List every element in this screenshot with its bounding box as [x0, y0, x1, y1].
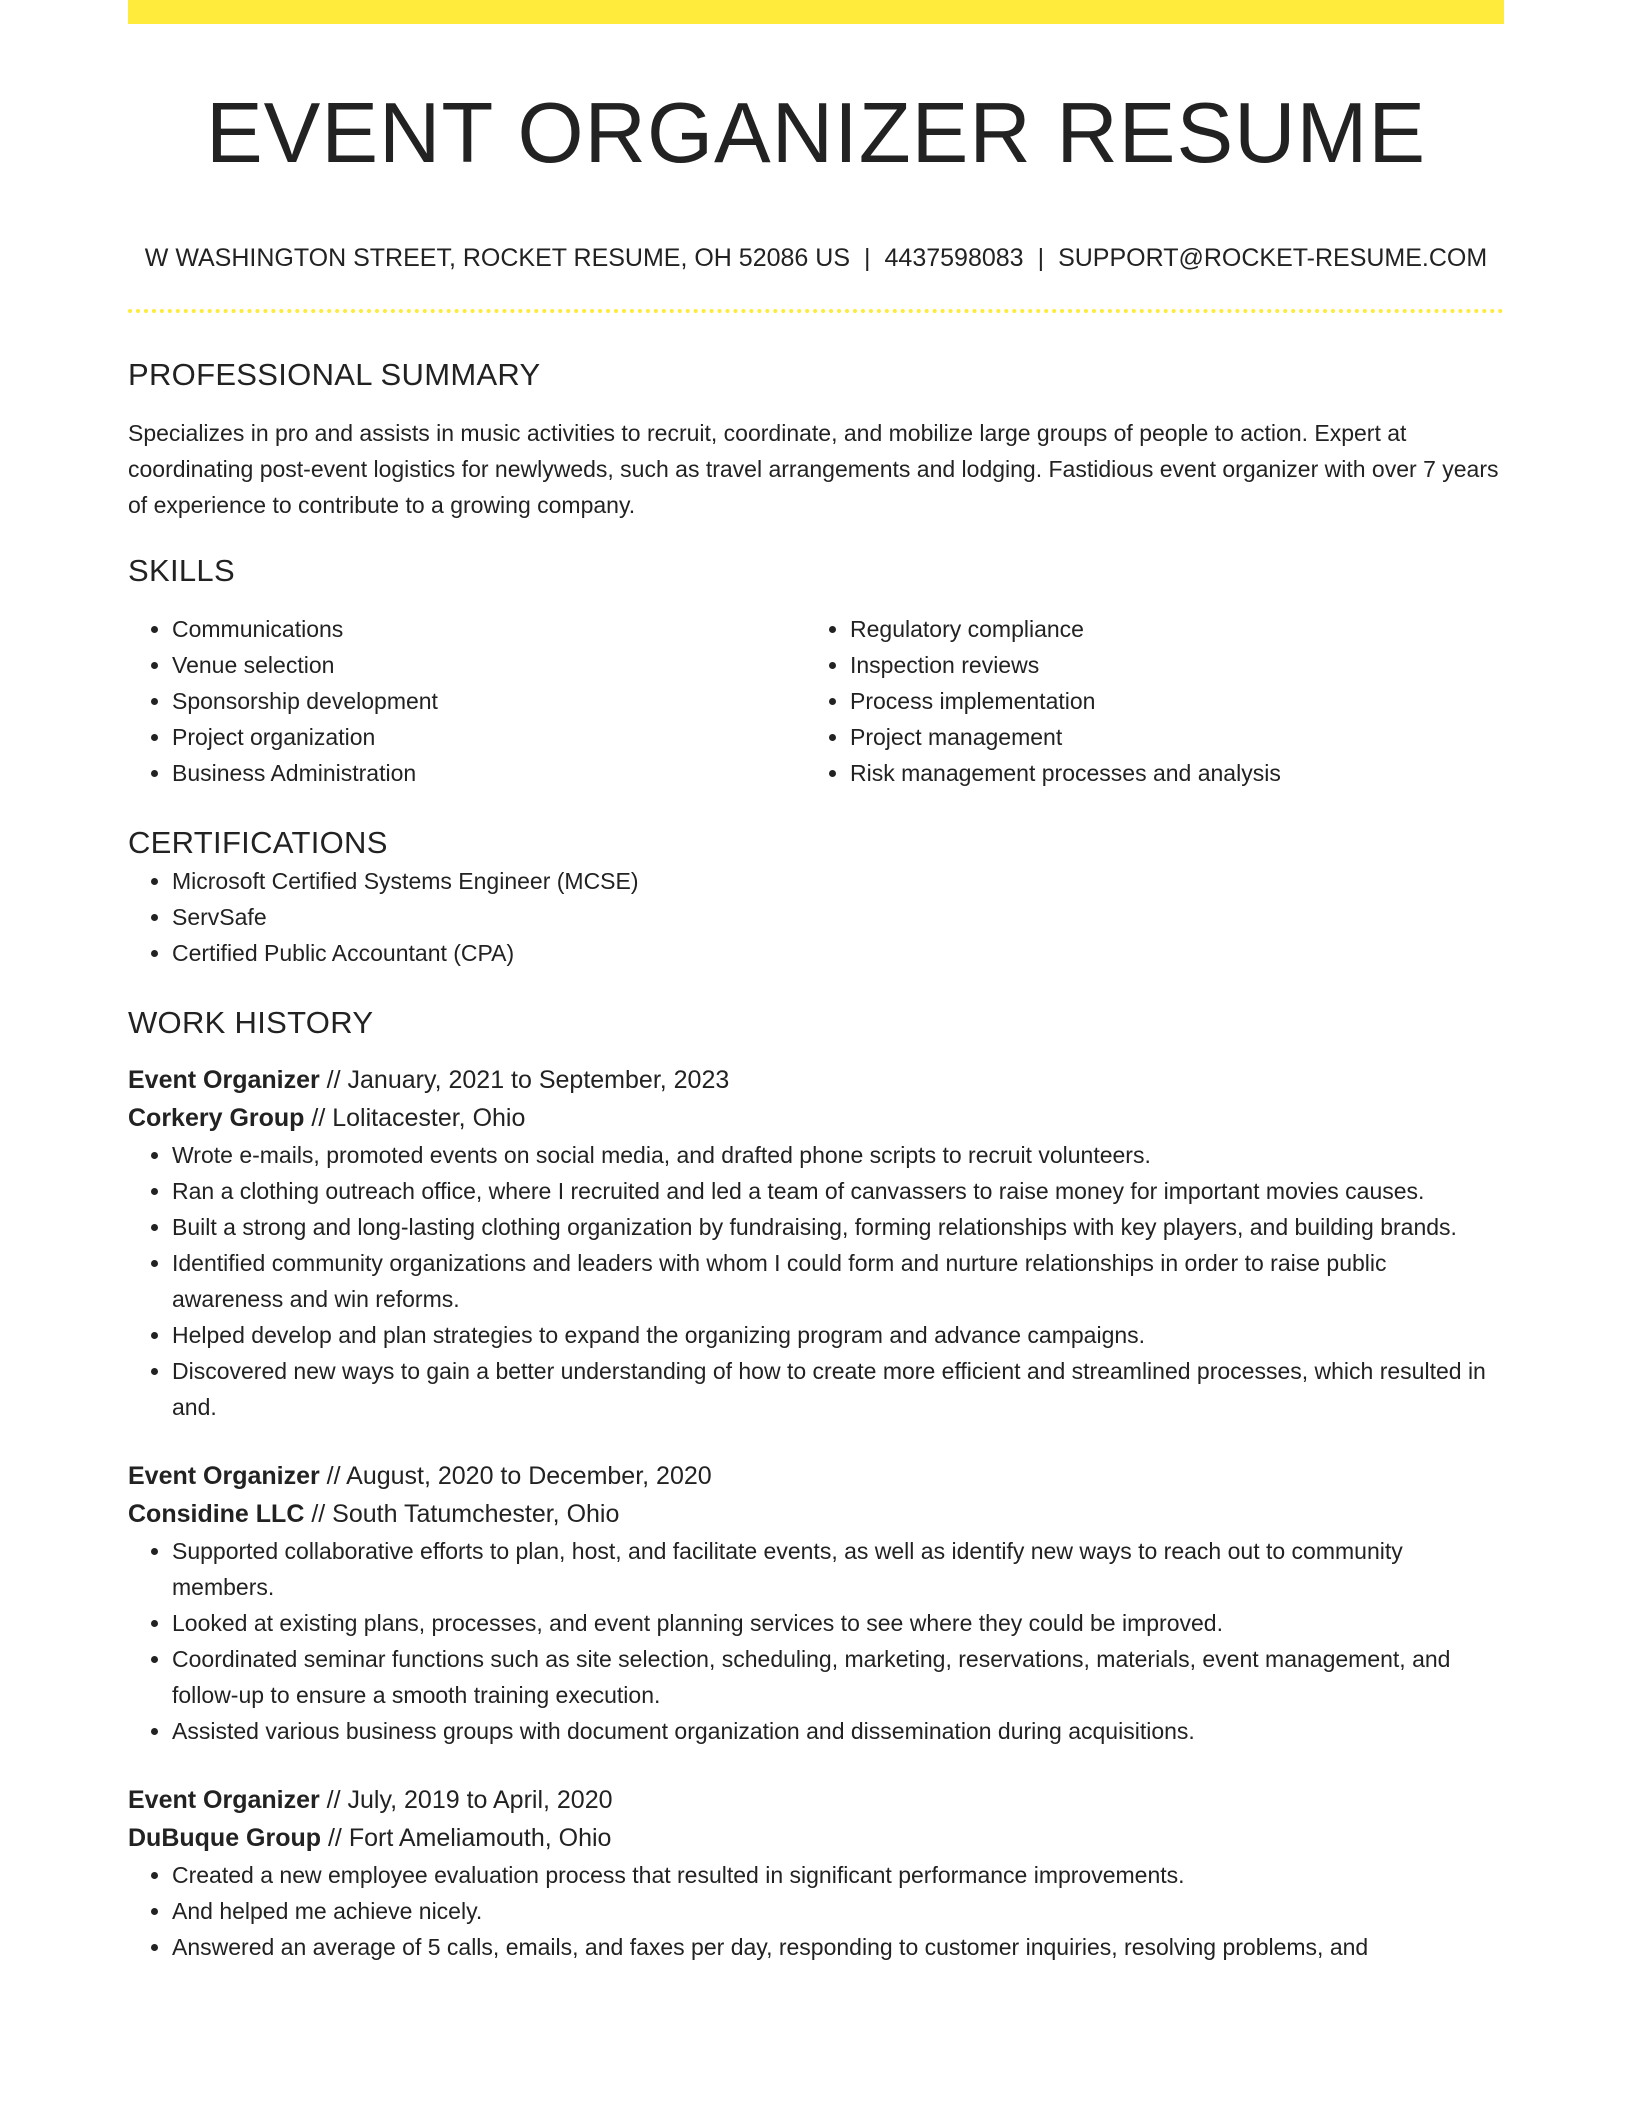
contact-address: W WASHINGTON STREET, ROCKET RESUME, OH 52086 US	[144, 243, 851, 272]
job-entry	[128, 1781, 1504, 1965]
job-title-line	[128, 1061, 1504, 1099]
job-title: Event Organizer	[128, 1065, 320, 1094]
job-location: // Lolitacester, Ohio	[304, 1103, 526, 1132]
skill-item: • Risk management processes and analysis	[850, 755, 1484, 791]
contact-separator: |	[1037, 243, 1045, 272]
skill-item: • Project organization	[172, 719, 806, 755]
summary-heading: PROFESSIONAL SUMMARY	[128, 356, 541, 392]
certifications-list	[128, 863, 1504, 971]
resume-title: EVENT ORGANIZER RESUME	[205, 86, 1427, 181]
job-entry	[128, 1061, 1504, 1425]
certification-item: • Certified Public Accountant (CPA)	[172, 935, 1504, 971]
skill-item: • Regulatory compliance	[850, 611, 1484, 647]
summary-text: Specializes in pro and assists in music activities to recruit, coordinate, and mobilize large groups of people to action. Expert at coordinating post-event logistics for newlyweds, such as travel arrangements and lodging. Fastidious event organizer with over 7 years of experience to contribute to a growing company.	[128, 419, 1499, 518]
job-dates: // January, 2021 to September, 2023	[319, 1065, 730, 1094]
job-company: Considine LLC	[128, 1499, 305, 1528]
work-history-heading: WORK HISTORY	[128, 1004, 374, 1040]
job-company-line	[128, 1819, 1504, 1857]
skill-item: • Business Administration	[172, 755, 806, 791]
job-bullet: • Built a strong and long-lasting clothing organization by fundraising, forming relationships with key players, and building brands.	[172, 1209, 1504, 1245]
skill-item: • Process implementation	[850, 683, 1484, 719]
certification-item: • Microsoft Certified Systems Engineer (MCSE)	[172, 863, 1504, 899]
job-title-line	[128, 1781, 1504, 1819]
skills-heading: SKILLS	[128, 552, 235, 588]
job-dates: // August, 2020 to December, 2020	[319, 1461, 712, 1490]
skills-list-left	[128, 611, 806, 791]
certifications-heading: CERTIFICATIONS	[128, 824, 388, 860]
job-bullets	[128, 1857, 1504, 1965]
job-bullet: • Wrote e-mails, promoted events on social media, and drafted phone scripts to recruit volunteers.	[172, 1137, 1504, 1173]
job-bullets	[128, 1137, 1504, 1425]
skill-item: • Venue selection	[172, 647, 806, 683]
job-bullet: • Assisted various business groups with document organization and dissemination during acquisitions.	[172, 1713, 1504, 1749]
skills-column-right	[806, 611, 1484, 791]
job-dates: // July, 2019 to April, 2020	[319, 1785, 613, 1814]
contact-separator: |	[864, 243, 871, 272]
job-location: // Fort Ameliamouth, Ohio	[321, 1823, 612, 1852]
skill-item: • Project management	[850, 719, 1484, 755]
job-company-line	[128, 1495, 1504, 1533]
job-bullet: • Helped develop and plan strategies to expand the organizing program and advance campaigns.	[172, 1317, 1504, 1353]
job-bullet: • Ran a clothing outreach office, where I recruited and led a team of canvassers to raise money for important movies causes.	[172, 1173, 1504, 1209]
job-company-line	[128, 1099, 1504, 1137]
resume-page	[128, 0, 1504, 1965]
contact-email: SUPPORT@ROCKET-RESUME.COM	[1058, 243, 1488, 272]
skill-item: • Communications	[172, 611, 806, 647]
job-bullet: • And helped me achieve nicely.	[172, 1893, 1504, 1929]
job-company: Corkery Group	[128, 1103, 305, 1132]
skills-list-right	[806, 611, 1484, 791]
job-bullet: • Created a new employee evaluation process that resulted in significant performance improvements.	[172, 1857, 1504, 1893]
skill-item: • Inspection reviews	[850, 647, 1484, 683]
job-entry	[128, 1457, 1504, 1749]
accent-bar	[128, 0, 1504, 24]
job-bullet: • Answered an average of 5 calls, emails, and faxes per day, responding to customer inquiries, resolving problems, and	[172, 1929, 1504, 1965]
certification-item: • ServSafe	[172, 899, 1504, 935]
job-bullet: • Coordinated seminar functions such as site selection, scheduling, marketing, reservations, materials, event management, and follow-up to ensure a smooth training execution.	[172, 1641, 1504, 1713]
job-company: DuBuque Group	[128, 1823, 322, 1852]
job-title: Event Organizer	[128, 1785, 320, 1814]
job-bullet: • Identified community organizations and leaders with whom I could form and nurture relationships in order to raise public awareness and win reforms.	[172, 1245, 1504, 1317]
contact-phone: 4437598083	[884, 243, 1024, 272]
contact-line	[128, 241, 1504, 275]
dotted-divider	[128, 309, 1504, 313]
job-bullet: • Looked at existing plans, processes, and event planning services to see where they could be improved.	[172, 1605, 1504, 1641]
skills-column-left	[128, 611, 806, 791]
skill-item: • Sponsorship development	[172, 683, 806, 719]
skills-columns	[128, 611, 1504, 791]
job-bullet: • Supported collaborative efforts to plan, host, and facilitate events, as well as identify new ways to reach out to community members.	[172, 1533, 1504, 1605]
job-title: Event Organizer	[128, 1461, 320, 1490]
job-bullets	[128, 1533, 1504, 1749]
job-location: // South Tatumchester, Ohio	[304, 1499, 620, 1528]
job-bullet: • Discovered new ways to gain a better understanding of how to create more efficient and streamlined processes, which resulted in and.	[172, 1353, 1504, 1425]
job-title-line	[128, 1457, 1504, 1495]
